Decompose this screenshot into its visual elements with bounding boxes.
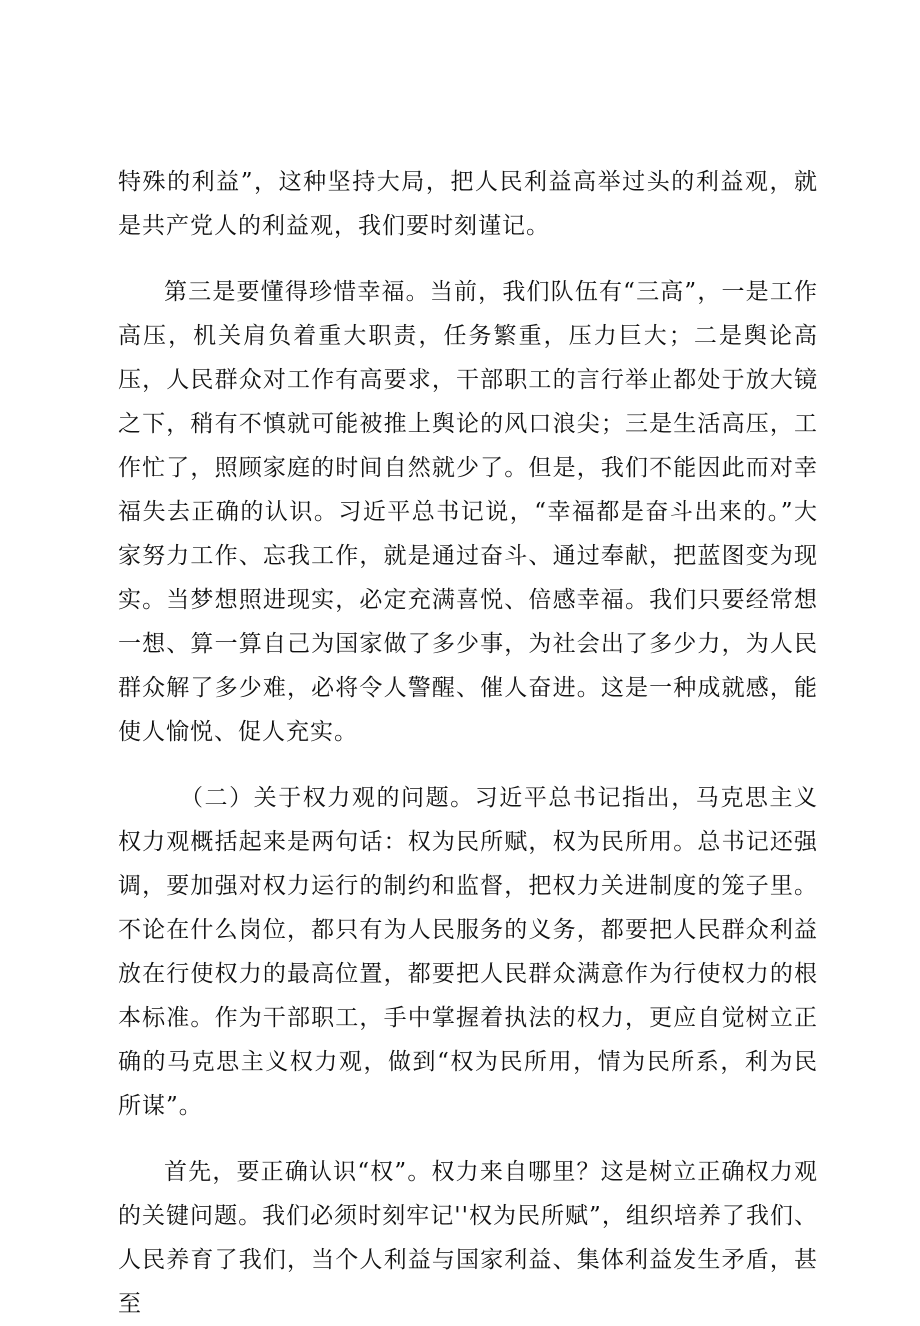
paragraph-cherish-happiness: 第三是要懂得珍惜幸福。当前，我们队伍有“三高”，一是工作高压，机关肩负着重大职责，任务繁重，压力巨大；二是舆论高压，人民群众对工作有高要求，干部职工的言行举止都处于放大镜之下，稍有不慎就可能被推上舆论的风口浪尖；三是生活高压，工作忙了，照顾家庭的时间自然就少了。但是，我们不能因此而对幸福失去正确的认识。习近平总书记说，“幸福都是奋斗出来的。”大家努力工作、忘我工作，就是通过奋斗、通过奉献，把蓝图变为现实。当梦想照进现实，必定充满喜悦、倍感幸福。我们只要经常想一想、算一算自己为国家做了多少事，为社会出了多少力，为人民群众解了多少难，必将令人警醒、催人奋进。这是一种成就感，能使人愉悦、促人充实。 <box>118 279 818 745</box>
paragraph-power-view-heading: （二）关于权力观的问题。习近平总书记指出，马克思主义权力观概括起来是两句话：权为民所赋，权为民所用。总书记还强调，要加强对权力运行的制约和监督，把权力关进制度的笼子里。不论在什么岗位，都只有为人民服务的义务，都要把人民群众利益放在行使权力的最高位置，都要把人民群众满意作为行使权力的根本标准。作为干部职工，手中掌握着执法的权力，更应自觉树立正确的马克思主义权力观，做到“权为民所用，情为民所系，利为民所谋”。 <box>118 785 818 1119</box>
paragraph-continuation: 特殊的利益”，这种坚持大局，把人民利益高举过头的利益观，就是共产党人的利益观，我们要时刻谨记。 <box>118 169 818 239</box>
paragraph-understand-power: 首先，要正确认识“权”。权力来自哪里？这是树立正确权力观的关键问题。我们必须时刻牢记''权为民所赋”，组织培养了我们、人民养育了我们，当个人利益与国家利益、集体利益发生矛盾，甚至 <box>118 1159 818 1317</box>
body-text <box>118 160 818 1326</box>
